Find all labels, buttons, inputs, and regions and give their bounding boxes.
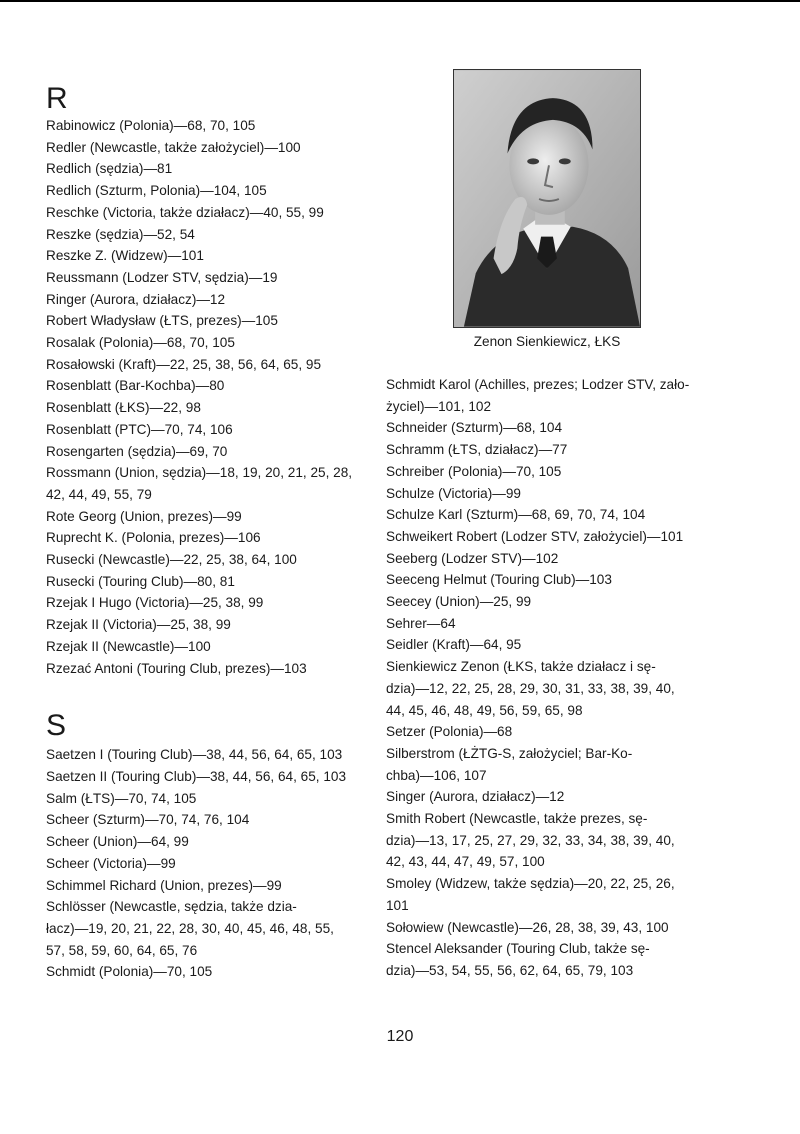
section-s-entries-left — [46, 744, 378, 983]
index-entry: Seecey (Union)—25, 99 — [386, 594, 532, 610]
index-entry: 42, 44, 49, 55, 79 — [46, 486, 152, 502]
section-r-entries — [46, 115, 378, 679]
page-number: 120 — [386, 1028, 414, 1045]
index-entry: dzia)—12, 22, 25, 28, 29, 30, 31, 33, 38, 39, 40, — [386, 680, 675, 696]
index-entry: Redler (Newcastle, także założyciel)—100 — [46, 139, 301, 155]
index-entry: Seidler (Kraft)—64, 95 — [386, 637, 522, 653]
index-entry: Schimmel Richard (Union, prezes)—99 — [46, 877, 282, 893]
index-entry: Robert Władysław (ŁTS, prezes)—105 — [46, 313, 278, 329]
index-entry: Schulze (Victoria)—99 — [386, 485, 521, 501]
index-entry: Rusecki (Newcastle)—22, 25, 38, 64, 100 — [46, 552, 297, 568]
index-entry: Rzejak II (Newcastle)—100 — [46, 638, 211, 654]
index-entry: Schmidt (Polonia)—70, 105 — [46, 964, 213, 980]
index-entry: Smith Robert (Newcastle, także prezes, sę- — [386, 811, 648, 827]
index-entry: Reszke Z. (Widzew)—101 — [46, 248, 204, 264]
section-letter-s: S — [46, 709, 67, 743]
index-entry: Rosengarten (sędzia)—69, 70 — [46, 443, 228, 459]
index-entry: Setzer (Polonia)—68 — [386, 724, 513, 740]
index-entry: Silberstrom (ŁŻTG-S, założyciel; Bar-Ko- — [386, 745, 633, 761]
index-entry: Singer (Aurora, działacz)—12 — [386, 789, 565, 805]
portrait-image — [454, 70, 640, 327]
index-entry: Scheer (Union)—64, 99 — [46, 834, 189, 850]
index-entry: Saetzen I (Touring Club)—38, 44, 56, 64, 65, 103 — [46, 747, 343, 763]
index-entry: Reschke (Victoria, także działacz)—40, 55, 99 — [46, 204, 324, 220]
index-entry: Saetzen II (Touring Club)—38, 44, 56, 64, 65, 103 — [46, 768, 347, 784]
index-entry: Sienkiewicz Zenon (ŁKS, także działacz i sę- — [386, 659, 656, 675]
index-entry: Scheer (Szturm)—70, 74, 76, 104 — [46, 812, 250, 828]
photo-caption: Zenon Sienkiewicz, ŁKS — [473, 334, 621, 349]
index-entry: Rusecki (Touring Club)—80, 81 — [46, 573, 235, 589]
index-entry: Redlich (sędzia)—81 — [46, 161, 173, 177]
index-entry: Stencel Aleksander (Touring Club, także sę- — [386, 941, 650, 957]
index-entry: Redlich (Szturm, Polonia)—104, 105 — [46, 183, 267, 199]
index-entry: 57, 58, 59, 60, 64, 65, 76 — [46, 942, 198, 958]
index-entry: Schreiber (Polonia)—70, 105 — [386, 463, 562, 479]
index-entry: Rzejak II (Victoria)—25, 38, 99 — [46, 617, 231, 633]
index-entry: Rosenblatt (Bar-Kochba)—80 — [46, 378, 225, 394]
index-entry: Rote Georg (Union, prezes)—99 — [46, 508, 242, 524]
index-entry: łacz)—19, 20, 21, 22, 28, 30, 40, 45, 46, 48, 55, — [46, 920, 334, 936]
index-entry: Schmidt Karol (Achilles, prezes; Lodzer STV, zało- — [386, 377, 690, 392]
index-entry: Schramm (ŁTS, działacz)—77 — [386, 442, 568, 458]
index-entry: dzia)—53, 54, 55, 56, 62, 64, 65, 79, 103 — [386, 962, 634, 978]
index-entry: Rosałowski (Kraft)—22, 25, 38, 56, 64, 65, 95 — [46, 356, 322, 372]
index-entry: Salm (ŁTS)—70, 74, 105 — [46, 790, 197, 806]
index-entry: Rzejak I Hugo (Victoria)—25, 38, 99 — [46, 595, 264, 611]
index-entry: Rabinowicz (Polonia)—68, 70, 105 — [46, 118, 256, 133]
index-entry: 42, 43, 44, 47, 49, 57, 100 — [386, 854, 545, 870]
index-entry: Rosenblatt (PTC)—70, 74, 106 — [46, 421, 233, 437]
index-entry: Rosenblatt (ŁKS)—22, 98 — [46, 400, 201, 416]
index-entry: Schlösser (Newcastle, sędzia, także dzia- — [46, 899, 297, 915]
index-entry: Smoley (Widzew, także sędzia)—20, 22, 25, 26, — [386, 876, 675, 892]
index-entry: dzia)—13, 17, 25, 27, 29, 32, 33, 34, 38, 39, 40, — [386, 832, 675, 848]
index-entry: Reszke (sędzia)—52, 54 — [46, 226, 195, 242]
index-entry: Ringer (Aurora, działacz)—12 — [46, 291, 226, 307]
index-entry: Rosalak (Polonia)—68, 70, 105 — [46, 335, 235, 351]
index-entry: 101 — [386, 897, 409, 913]
section-letter-r: R — [46, 82, 68, 115]
index-entry: 44, 45, 46, 48, 49, 56, 59, 65, 98 — [386, 702, 583, 718]
index-entry: Rzezać Antoni (Touring Club, prezes)—103 — [46, 660, 307, 676]
right-column — [386, 374, 706, 982]
index-entry: Schweikert Robert (Lodzer STV, założyciel)—101 — [386, 528, 684, 544]
top-rule — [0, 0, 800, 2]
portrait-photo — [453, 69, 641, 328]
index-entry: chba)—106, 107 — [386, 767, 487, 783]
index-entry: Rossmann (Union, sędzia)—18, 19, 20, 21, 25, 28, — [46, 465, 353, 481]
index-entry: Seeceng Helmut (Touring Club)—103 — [386, 572, 612, 588]
index-entry: Scheer (Victoria)—99 — [46, 855, 176, 871]
index-entry: Seeberg (Lodzer STV)—102 — [386, 550, 559, 566]
index-entry: Sehrer—64 — [386, 615, 456, 631]
index-entry: Ruprecht K. (Polonia, prezes)—106 — [46, 530, 261, 546]
index-entry: Sołowiew (Newcastle)—26, 28, 38, 39, 43, 100 — [386, 919, 669, 935]
section-s-entries-right — [386, 374, 706, 982]
index-entry: Schneider (Szturm)—68, 104 — [386, 420, 563, 436]
left-column — [46, 115, 378, 983]
index-entry: życiel)—101, 102 — [386, 398, 492, 414]
index-entry: Reussmann (Lodzer STV, sędzia)—19 — [46, 269, 278, 285]
index-entry: Schulze Karl (Szturm)—68, 69, 70, 74, 104 — [386, 507, 646, 523]
